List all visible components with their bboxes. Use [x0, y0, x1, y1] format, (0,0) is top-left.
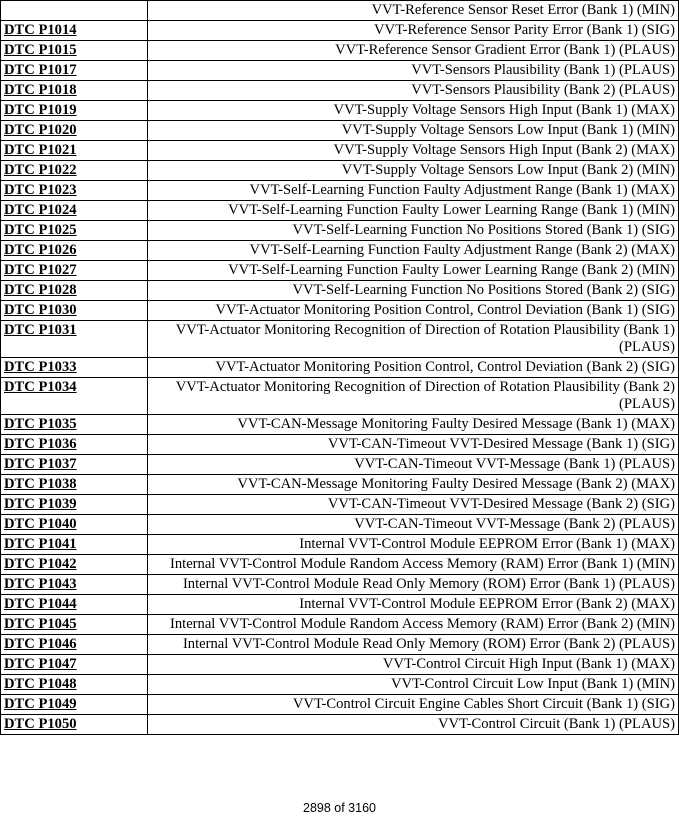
dtc-code-link[interactable]: DTC P1017: [1, 61, 148, 81]
dtc-description: VVT-Control Circuit Low Input (Bank 1) (MIN): [148, 675, 679, 695]
table-row: [1, 555, 679, 575]
table-row: [1, 101, 679, 121]
dtc-code-link[interactable]: DTC P1043: [1, 575, 148, 595]
dtc-description: Internal VVT-Control Module EEPROM Error (Bank 2) (MAX): [148, 595, 679, 615]
dtc-code-link[interactable]: DTC P1039: [1, 495, 148, 515]
dtc-description: VVT-CAN-Timeout VVT-Desired Message (Bank 2) (SIG): [148, 495, 679, 515]
table-row: [1, 61, 679, 81]
table-row: [1, 415, 679, 435]
dtc-code-link[interactable]: DTC P1035: [1, 415, 148, 435]
dtc-description: VVT-Control Circuit High Input (Bank 1) (MAX): [148, 655, 679, 675]
dtc-description: VVT-Actuator Monitoring Position Control, Control Deviation (Bank 2) (SIG): [148, 358, 679, 378]
dtc-description: VVT-Control Circuit Engine Cables Short Circuit (Bank 1) (SIG): [148, 695, 679, 715]
table-row: [1, 141, 679, 161]
dtc-code-link[interactable]: DTC P1033: [1, 358, 148, 378]
dtc-description: VVT-Sensors Plausibility (Bank 1) (PLAUS): [148, 61, 679, 81]
dtc-code-link[interactable]: DTC P1018: [1, 81, 148, 101]
table-row: [1, 121, 679, 141]
dtc-code-link[interactable]: DTC P1014: [1, 21, 148, 41]
dtc-description: VVT-CAN-Timeout VVT-Message (Bank 2) (PLAUS): [148, 515, 679, 535]
dtc-description: VVT-Sensors Plausibility (Bank 2) (PLAUS): [148, 81, 679, 101]
table-row: [1, 281, 679, 301]
dtc-code-link[interactable]: DTC P1050: [1, 715, 148, 735]
dtc-code-link[interactable]: DTC P1027: [1, 261, 148, 281]
dtc-description: VVT-Reference Sensor Parity Error (Bank 1) (SIG): [148, 21, 679, 41]
dtc-description: VVT-CAN-Message Monitoring Faulty Desired Message (Bank 2) (MAX): [148, 475, 679, 495]
dtc-code-link[interactable]: DTC P1038: [1, 475, 148, 495]
dtc-description: VVT-Self-Learning Function Faulty Adjustment Range (Bank 2) (MAX): [148, 241, 679, 261]
dtc-description: VVT-Supply Voltage Sensors Low Input (Bank 2) (MIN): [148, 161, 679, 181]
dtc-code-link[interactable]: DTC P1048: [1, 675, 148, 695]
table-row: [1, 221, 679, 241]
table-row: [1, 655, 679, 675]
dtc-description: VVT-Self-Learning Function Faulty Adjustment Range (Bank 1) (MAX): [148, 181, 679, 201]
dtc-description: Internal VVT-Control Module Read Only Memory (ROM) Error (Bank 2) (PLAUS): [148, 635, 679, 655]
dtc-code-link[interactable]: DTC P1024: [1, 201, 148, 221]
dtc-code-link[interactable]: DTC P1034: [1, 378, 148, 415]
table-row: [1, 575, 679, 595]
table-row: [1, 321, 679, 358]
dtc-description: Internal VVT-Control Module Random Access Memory (RAM) Error (Bank 1) (MIN): [148, 555, 679, 575]
table-row: [1, 455, 679, 475]
dtc-description: VVT-Self-Learning Function No Positions Stored (Bank 1) (SIG): [148, 221, 679, 241]
table-row: [1, 201, 679, 221]
table-row: [1, 675, 679, 695]
table-row: [1, 378, 679, 415]
table-row: [1, 181, 679, 201]
table-row: [1, 21, 679, 41]
dtc-description: VVT-CAN-Timeout VVT-Desired Message (Bank 1) (SIG): [148, 435, 679, 455]
dtc-code-link[interactable]: DTC P1019: [1, 101, 148, 121]
dtc-description: VVT-Actuator Monitoring Position Control, Control Deviation (Bank 1) (SIG): [148, 301, 679, 321]
dtc-description: VVT-Reference Sensor Gradient Error (Bank 1) (PLAUS): [148, 41, 679, 61]
dtc-code-link[interactable]: DTC P1044: [1, 595, 148, 615]
dtc-code-link[interactable]: DTC P1045: [1, 615, 148, 635]
dtc-code-link[interactable]: DTC P1047: [1, 655, 148, 675]
dtc-description: VVT-Supply Voltage Sensors High Input (Bank 1) (MAX): [148, 101, 679, 121]
dtc-description: VVT-CAN-Message Monitoring Faulty Desired Message (Bank 1) (MAX): [148, 415, 679, 435]
dtc-code-link[interactable]: DTC P1022: [1, 161, 148, 181]
dtc-description: Internal VVT-Control Module Read Only Memory (ROM) Error (Bank 1) (PLAUS): [148, 575, 679, 595]
dtc-code-link[interactable]: DTC P1040: [1, 515, 148, 535]
table-row: [1, 635, 679, 655]
table-row: [1, 81, 679, 101]
dtc-description: VVT-Reference Sensor Reset Error (Bank 1) (MIN): [148, 1, 679, 21]
dtc-code-link[interactable]: DTC P1028: [1, 281, 148, 301]
dtc-code-link[interactable]: DTC P1026: [1, 241, 148, 261]
dtc-code-link[interactable]: DTC P1031: [1, 321, 148, 358]
table-row: [1, 241, 679, 261]
dtc-description: VVT-CAN-Timeout VVT-Message (Bank 1) (PLAUS): [148, 455, 679, 475]
dtc-description: VVT-Control Circuit (Bank 1) (PLAUS): [148, 715, 679, 735]
dtc-description: VVT-Self-Learning Function No Positions Stored (Bank 2) (SIG): [148, 281, 679, 301]
page-number: 2898 of 3160: [303, 801, 376, 815]
table-row: [1, 261, 679, 281]
dtc-description: VVT-Self-Learning Function Faulty Lower Learning Range (Bank 1) (MIN): [148, 201, 679, 221]
table-row: [1, 161, 679, 181]
dtc-code-link[interactable]: DTC P1023: [1, 181, 148, 201]
dtc-table-body: [1, 1, 679, 735]
dtc-description: Internal VVT-Control Module Random Access Memory (RAM) Error (Bank 2) (MIN): [148, 615, 679, 635]
table-row: [1, 715, 679, 735]
table-row: [1, 535, 679, 555]
dtc-code-link[interactable]: DTC P1030: [1, 301, 148, 321]
table-row: [1, 615, 679, 635]
dtc-code-link[interactable]: DTC P1025: [1, 221, 148, 241]
table-row: [1, 475, 679, 495]
table-row: [1, 495, 679, 515]
table-row: [1, 595, 679, 615]
dtc-code-link[interactable]: DTC P1041: [1, 535, 148, 555]
dtc-code-link[interactable]: DTC P1020: [1, 121, 148, 141]
dtc-description: Internal VVT-Control Module EEPROM Error (Bank 1) (MAX): [148, 535, 679, 555]
dtc-code-link: [1, 1, 148, 21]
table-row: [1, 358, 679, 378]
dtc-code-link[interactable]: DTC P1036: [1, 435, 148, 455]
table-row: [1, 695, 679, 715]
table-row: [1, 515, 679, 535]
table-row: [1, 301, 679, 321]
dtc-description: VVT-Supply Voltage Sensors Low Input (Bank 1) (MIN): [148, 121, 679, 141]
table-row: [1, 1, 679, 21]
dtc-code-link[interactable]: DTC P1049: [1, 695, 148, 715]
dtc-code-link[interactable]: DTC P1042: [1, 555, 148, 575]
dtc-description: VVT-Actuator Monitoring Recognition of Direction of Rotation Plausibility (Bank 1) (PLAUS): [148, 321, 679, 358]
table-row: [1, 41, 679, 61]
dtc-description: VVT-Actuator Monitoring Recognition of Direction of Rotation Plausibility (Bank 2) (PLAUS): [148, 378, 679, 415]
table-row: [1, 435, 679, 455]
dtc-code-link[interactable]: DTC P1046: [1, 635, 148, 655]
dtc-code-link[interactable]: DTC P1037: [1, 455, 148, 475]
dtc-description: VVT-Supply Voltage Sensors High Input (Bank 2) (MAX): [148, 141, 679, 161]
dtc-code-link[interactable]: DTC P1015: [1, 41, 148, 61]
dtc-description: VVT-Self-Learning Function Faulty Lower Learning Range (Bank 2) (MIN): [148, 261, 679, 281]
dtc-code-link[interactable]: DTC P1021: [1, 141, 148, 161]
